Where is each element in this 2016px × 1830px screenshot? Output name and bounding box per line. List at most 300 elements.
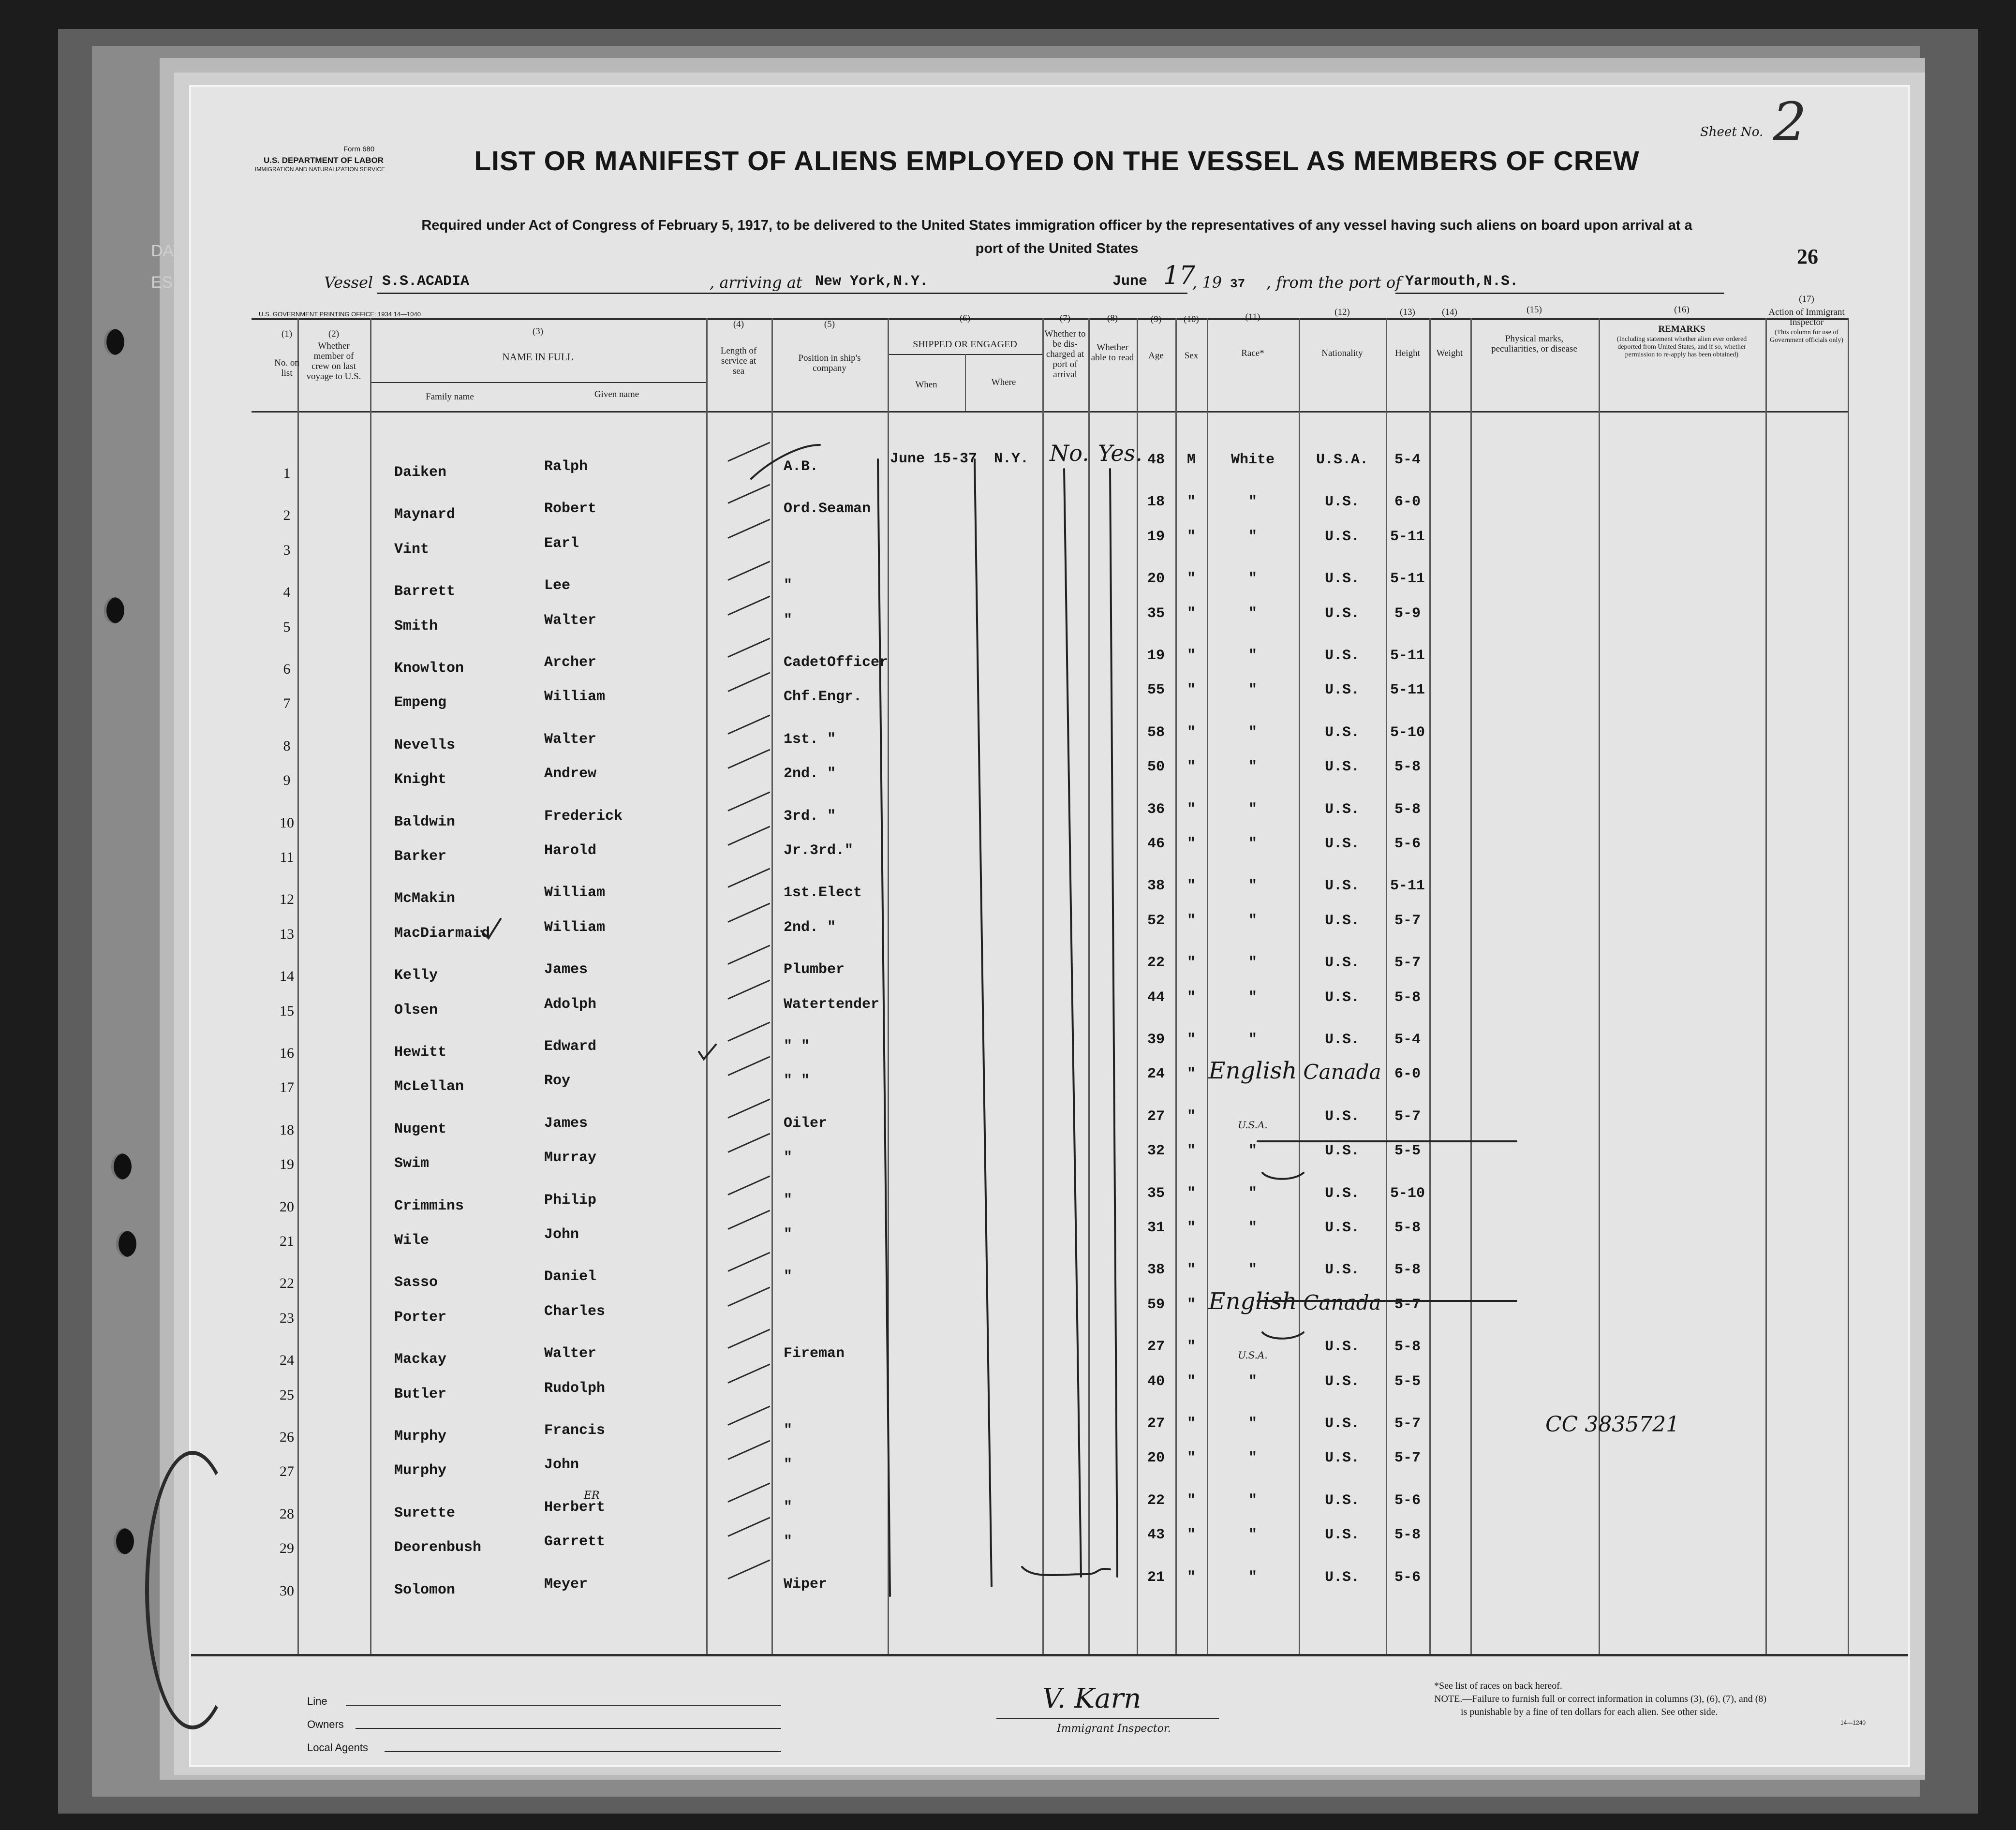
cell-sex: " [1186,682,1196,699]
col-num: (8) [1107,313,1118,324]
cell-sex: " [1186,1373,1196,1390]
col-num: (5) [824,319,835,329]
cell-height: 5-8 [1394,759,1421,776]
cell-given: Ralph [544,458,588,475]
cell-no: 13 [280,926,294,942]
manifest-sheet [191,87,1908,1765]
cell-age: 21 [1147,1569,1165,1586]
cell-race: " [1248,1220,1258,1236]
cell-position: " [784,1192,793,1209]
col-header-nationality: Nationality [1321,348,1363,358]
inspector-underline [996,1718,1219,1719]
cell-family: Olsen [394,1002,438,1018]
check-mark [481,919,501,938]
cell-nationality: U.S. [1324,571,1360,588]
cell-family: Murphy [394,1462,447,1479]
cell-position: 1st. " [784,731,836,748]
cell-family: Porter [394,1309,447,1326]
cell-position: 2nd. " [784,919,836,936]
cell-age: 58 [1147,724,1165,741]
cell-race: " [1248,571,1258,588]
binder-hole [111,1153,132,1180]
cell-height: 5-7 [1394,1450,1421,1467]
cell-given: Robert [544,501,597,517]
arrival-month: June [1112,273,1148,290]
year-prefix: , 19 [1192,273,1222,292]
cell-given: Herbert [544,1499,606,1516]
cell-position: " [784,1422,793,1439]
cell-given: Walter [544,731,597,748]
cell-sex: " [1186,912,1196,929]
col-header-read: Whether able to read [1091,342,1134,363]
cell-height: 5-11 [1390,528,1425,545]
cell-age: 50 [1147,759,1165,776]
cell-no: 6 [283,661,291,677]
cell-nationality: U.S. [1324,878,1360,895]
binder-hole [116,1231,136,1257]
cell-sex: " [1186,989,1196,1006]
cell-nationality: U.S. [1324,682,1360,699]
cell-age: 31 [1147,1220,1165,1236]
col-header-sex: Sex [1184,351,1199,361]
arrival-day: 17 [1163,261,1196,290]
col-num: (13) [1400,307,1415,317]
cell-race: " [1248,724,1258,741]
cell-race: English [1208,1287,1297,1315]
cell-race: " [1248,1262,1258,1279]
cell-no: 2 [283,507,291,524]
cell-age: 55 [1147,682,1165,699]
cell-position: Ord.Seaman [784,501,871,517]
cell-no: 3 [283,542,291,558]
cell-given: John [544,1457,579,1474]
cell-family: Butler [394,1386,447,1402]
cell-given: Daniel [544,1269,597,1285]
cell-nationality: U.S. [1324,1185,1360,1202]
cell-nationality: U.S. [1324,955,1360,972]
cell-nationality: U.S. [1324,1527,1360,1544]
cell-nationality: Canada [1303,1290,1381,1314]
cell-family: Surette [394,1505,456,1521]
cell-nationality: U.S. [1324,1262,1360,1279]
cell-nationality: U.S. [1324,1373,1360,1390]
vessel-label: Vessel [324,273,373,292]
department: U.S. DEPARTMENT OF LABOR [264,156,384,165]
cell-age: 35 [1147,605,1165,622]
col-header-action-note: (This column for use of Government officials only) [1769,329,1844,344]
col-num: (17) [1799,294,1814,304]
cell-given: Walter [544,1345,597,1362]
folder-string [145,1451,240,1729]
cell-race: " [1248,1527,1258,1544]
cell-sex: " [1186,1527,1196,1544]
cell-age: 24 [1147,1066,1165,1083]
cell-no: 8 [283,738,291,754]
col-header-remarks: REMARKS [1658,324,1705,334]
cell-age: 43 [1147,1527,1165,1544]
cell-sex: " [1186,1569,1196,1586]
cell-given: Earl [544,535,579,552]
cell-sex: " [1186,955,1196,972]
cell-sex: " [1186,1262,1196,1279]
cell-family: Nugent [394,1121,447,1137]
cell-given: William [544,919,606,936]
cell-sex: " [1186,605,1196,622]
cell-no: 12 [280,891,294,908]
binder-hole [104,597,124,623]
cell-age: 18 [1147,494,1165,511]
cell-sex: " [1186,494,1196,511]
ink-marks [191,87,1908,1765]
cell-family: McLellan [394,1078,464,1095]
cell-family: Daiken [394,464,447,481]
cell-sex: " [1186,571,1196,588]
departure-port: Yarmouth,N.S. [1405,273,1519,290]
cell-no: 20 [280,1198,294,1215]
cell-family: Nevells [394,737,456,753]
folder-tab-label: DAT [151,242,183,260]
cell-position: Wiper [784,1576,828,1593]
tick-mark [751,445,820,479]
cell-age: 22 [1147,955,1165,972]
cell-no: 29 [280,1540,294,1557]
col-num: (11) [1245,312,1260,322]
cell-no: 22 [280,1275,294,1292]
cell-given: Meyer [544,1576,588,1593]
cell-height: 5-11 [1390,682,1425,699]
cell-sex: " [1186,836,1196,852]
cell-height: 5-4 [1394,1032,1421,1048]
cell-given: Garrett [544,1534,606,1550]
cell-race: " [1248,648,1258,664]
cell-no: 25 [280,1387,294,1403]
cell-age: 40 [1147,1373,1165,1390]
cell-no: 7 [283,695,291,712]
cell-race: " [1248,1492,1258,1509]
col-num: (10) [1184,314,1199,325]
cell-height: 5-4 [1394,452,1421,468]
cell-age: 44 [1147,989,1165,1006]
cell-age: 32 [1147,1143,1165,1160]
cell-nationality: U.S. [1324,1220,1360,1236]
manifest-subtitle: Required under Act of Congress of February 5, 1917, to be delivered to the United States immigration officer by the representatives of any vessel having such aliens on board upon arrival at a [421,218,1692,233]
cell-age: 48 [1147,452,1165,468]
cell-age: 22 [1147,1492,1165,1509]
col-header-race: Race* [1241,348,1264,358]
penalty-note-2: is punishable by a fine of ten dollars for each alien. See other side. [1461,1707,1718,1717]
cell-nationality: U.S. [1324,1339,1360,1356]
cell-nationality: U.S. [1324,1143,1360,1160]
binder-hole [114,1528,134,1554]
cell-height: 5-5 [1394,1373,1421,1390]
cell-position: 2nd. " [784,766,836,782]
arriving-label: , arriving at [710,273,802,292]
cell-position: " [784,1534,793,1550]
cell-given: Adolph [544,996,597,1013]
inspector-label: Immigrant Inspector. [1057,1723,1171,1735]
cell-height: 5-8 [1394,801,1421,818]
cell-family: Smith [394,618,438,635]
cell-height: 5-10 [1390,1185,1425,1202]
cell-height: 5-11 [1390,571,1425,588]
cell-given: Murray [544,1150,597,1166]
cell-age: 38 [1147,1262,1165,1279]
cell-race: U.S.A. [1238,1349,1268,1361]
cell-where: N.Y. [994,451,1029,467]
cell-position: " [784,1226,793,1243]
cell-family: Deorenbush [394,1539,482,1556]
cell-age: 19 [1147,648,1165,664]
cell-sex: " [1186,759,1196,776]
col-num: (2) [328,329,340,339]
cell-sex: " [1186,1143,1196,1160]
agents-underline [385,1751,781,1752]
cell-height: 5-9 [1394,605,1421,622]
col-header-when: When [915,380,937,390]
cell-given: Archer [544,654,597,671]
col-header-remarks-note: (Including statement whether alien ever ordered deported from United States, and if so, whether permission to re-apply has been obtained) [1616,336,1747,358]
cell-read: Yes. [1098,440,1142,466]
cell-nationality: U.S.A. [1316,452,1369,468]
cell-family: Mackay [394,1351,447,1368]
cell-age: 38 [1147,878,1165,895]
cell-given: Andrew [544,766,597,782]
cell-nationality: U.S. [1324,648,1360,664]
cell-age: 52 [1147,912,1165,929]
cell-age: 20 [1147,1450,1165,1467]
cell-sex: " [1186,1032,1196,1048]
cell-age: 46 [1147,836,1165,852]
cell-position: 3rd. " [784,808,836,825]
ditto-line [975,459,992,1586]
cell-given: John [544,1226,579,1243]
cell-height: 5-8 [1394,1262,1421,1279]
cell-no: 9 [283,772,291,789]
cell-given: Philip [544,1192,597,1209]
cell-family: Kelly [394,967,438,984]
cell-given: Harold [544,842,597,859]
cell-race: " [1248,989,1258,1006]
cell-nationality: U.S. [1324,605,1360,622]
cell-race: " [1248,1185,1258,1202]
cell-family: Hewitt [394,1044,447,1061]
cell-height: 5-8 [1394,1527,1421,1544]
cell-height: 5-7 [1394,1296,1421,1313]
cell-sex: " [1186,1185,1196,1202]
form-code: 14—1240 [1840,1719,1866,1726]
cell-no: 18 [280,1122,294,1138]
cell-race: " [1248,912,1258,929]
cell-height: 5-7 [1394,1108,1421,1125]
cell-race: " [1248,682,1258,699]
race-mark [1262,1173,1304,1179]
cell-height: 6-0 [1394,494,1421,511]
binder-hole [104,329,124,355]
cell-race: White [1230,452,1275,468]
cell-nationality: U.S. [1324,528,1360,545]
cell-no: 16 [280,1045,294,1061]
cell-given: James [544,1115,588,1132]
cell-position: 1st.Elect [784,885,862,901]
cell-sex: " [1186,724,1196,741]
signature-flourish [1022,1567,1110,1575]
cell-sex: " [1186,1296,1196,1313]
cell-position: Oiler [784,1115,828,1132]
service: IMMIGRATION AND NATURALIZATION SERVICE [255,166,385,173]
cell-height: 5-8 [1394,1220,1421,1236]
col-num: (16) [1674,305,1690,315]
cell-position: Chf.Engr. [784,689,862,706]
cell-nationality: U.S. [1324,836,1360,852]
cell-height: 5-6 [1394,836,1421,852]
cell-race: U.S.A. [1238,1119,1268,1131]
cell-position: A.B. [784,458,819,475]
line-label: Line [307,1695,327,1707]
folder-tab-label-2: ESIL [151,273,187,292]
cell-no: 30 [280,1582,294,1599]
sheet-label: Sheet No. [1700,125,1764,139]
cell-nationality: U.S. [1324,1450,1360,1467]
col-header-name: NAME IN FULL [502,351,574,363]
cell-nationality: U.S. [1324,912,1360,929]
cell-given: Edward [544,1038,597,1055]
cell-sex: " [1186,878,1196,895]
col-header-height: Height [1395,348,1420,358]
cell-height: 5-7 [1394,912,1421,929]
cell-given: Francis [544,1422,606,1439]
page-number: 26 [1797,245,1818,268]
cell-race: " [1248,494,1258,511]
cell-height: 6-0 [1394,1066,1421,1083]
cell-family: Barker [394,848,447,865]
cell-no: 5 [283,619,291,635]
cell-age: 27 [1147,1108,1165,1125]
col-num: (6) [959,313,971,324]
col-header-service: Length of service at sea [720,346,757,376]
col-header-no: No. on list [274,358,299,378]
cell-race: " [1248,1450,1258,1467]
cell-family: Crimmins [394,1197,464,1214]
arrival-port: New York,N.Y. [815,273,929,290]
cell-no: 21 [280,1233,294,1249]
cell-family: Vint [394,541,430,558]
cell-given: James [544,961,588,978]
cell-family: Murphy [394,1428,447,1445]
cell-family: Maynard [394,506,456,523]
cell-given: Frederick [544,808,623,825]
cell-no: 27 [280,1463,294,1480]
cell-discharged: No. [1050,440,1089,466]
cell-family: Barrett [394,583,456,600]
col-header-family: Family name [426,392,474,402]
cell-sex: " [1186,1416,1196,1432]
cell-family: MacDiarmaid [394,925,490,942]
cell-nationality: U.S. [1324,1416,1360,1432]
cell-height: 5-11 [1390,878,1425,895]
cell-given: William [544,689,606,706]
races-note: *See list of races on back hereof. [1434,1681,1562,1691]
vessel-name: S.S.ACADIA [382,273,470,290]
cell-position: Jr.3rd." [784,842,854,859]
manifest-title: LIST OR MANIFEST OF ALIENS EMPLOYED ON THE VESSEL AS MEMBERS OF CREW [474,146,1640,177]
cell-family: Empeng [394,694,447,711]
cell-position: Plumber [784,961,845,978]
cell-position: CadetOfficer [784,654,889,671]
cell-sex: " [1186,1450,1196,1467]
cell-race: " [1248,1373,1258,1390]
printer-line: U.S. GOVERNMENT PRINTING OFFICE: 1934 14—1040 [259,310,421,318]
cell-height: 5-5 [1394,1143,1421,1160]
col-num: (14) [1442,307,1457,317]
cell-nationality: U.S. [1324,494,1360,511]
arrival-year: 37 [1230,277,1245,291]
check-mark [699,1045,716,1059]
cell-no: 23 [280,1310,294,1326]
cell-family: Solomon [394,1581,456,1598]
cell-sex: " [1186,801,1196,818]
cell-no: 1 [283,465,291,481]
cell-sex: " [1186,648,1196,664]
cell-position: " [784,1150,793,1166]
cell-no: 28 [280,1505,294,1522]
cell-height: 5-8 [1394,1339,1421,1356]
cell-height: 5-11 [1390,648,1425,664]
cell-position: " " [784,1073,810,1090]
col-header-action: Action of Immigrant Inspector [1768,307,1845,327]
col-num: (12) [1334,307,1350,317]
cell-height: 5-6 [1394,1492,1421,1509]
cell-nationality: U.S. [1324,1492,1360,1509]
cell-family: McMakin [394,890,456,907]
col-num: (15) [1527,305,1542,315]
cell-no: 26 [280,1429,294,1445]
cell-nationality: U.S. [1324,1108,1360,1125]
cell-position: " [784,577,793,594]
ditto-line [1110,469,1117,1577]
form-number: Form 680 [343,145,375,153]
col-header-discharged: Whether to be dis-charged at port of arrival [1044,329,1086,380]
cell-race: " [1248,878,1258,895]
cell-sex: " [1186,1108,1196,1125]
cell-height: 5-8 [1394,989,1421,1006]
cell-position: " " [784,1038,810,1055]
cell-race: " [1248,759,1258,776]
cell-height: 5-6 [1394,1569,1421,1586]
cell-no: 4 [283,584,291,601]
cell-race: " [1248,528,1258,545]
cell-no: 10 [280,814,294,831]
cell-nationality: U.S. [1324,1032,1360,1048]
sheet-number: 2 [1773,91,1807,153]
cell-age: 20 [1147,571,1165,588]
cell-nationality: U.S. [1324,724,1360,741]
cell-nationality: Canada [1303,1060,1381,1084]
cell-position: Watertender [784,996,880,1013]
cell-age: 27 [1147,1416,1165,1432]
cell-given: Lee [544,577,571,594]
col-num: (4) [733,319,744,329]
col-num: (1) [281,329,293,339]
cell-no: 24 [280,1352,294,1369]
cell-position: " [784,612,793,629]
owners-underline [356,1728,781,1729]
cell-race: " [1248,605,1258,622]
inspector-signature: V. Karn [1042,1683,1141,1714]
cell-family: Wile [394,1232,430,1249]
cell-sex: " [1186,1066,1196,1083]
cell-race: " [1248,801,1258,818]
cell-height: 5-7 [1394,955,1421,972]
